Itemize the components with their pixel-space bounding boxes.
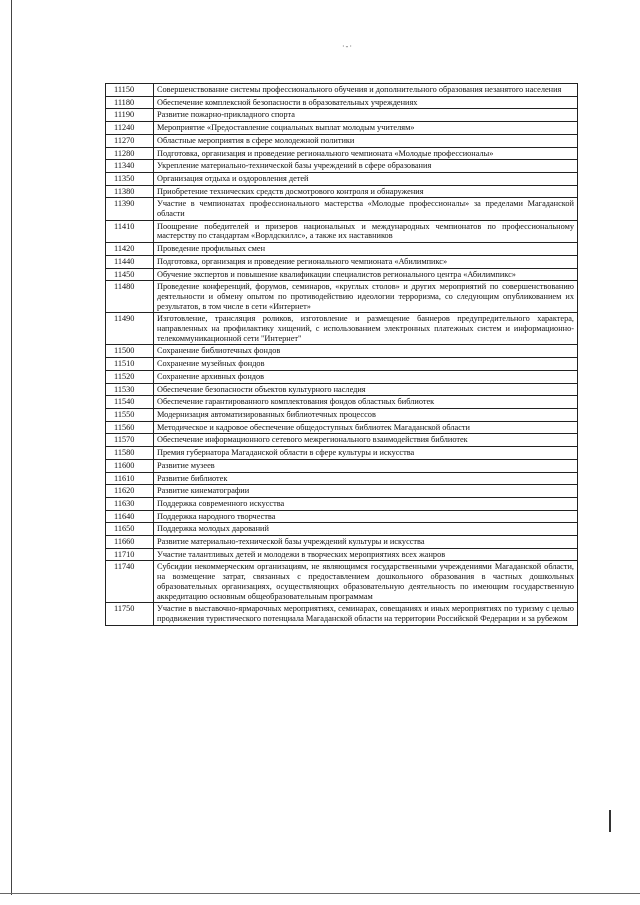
row-code: 11480 [106, 281, 154, 313]
row-description: Участие талантливых детей и молодежи в творческих мероприятиях всех жанров [154, 548, 578, 561]
row-description: Сохранение музейных фондов [154, 358, 578, 371]
row-description: Премия губернатора Магаданской области в сфере культуры и искусства [154, 447, 578, 460]
table-row [106, 255, 578, 268]
table-row [106, 548, 578, 561]
table-row [106, 96, 578, 109]
row-code: 11640 [106, 510, 154, 523]
table-row [106, 160, 578, 173]
table-row [106, 536, 578, 549]
row-description: Участие в чемпионатах профессионального мастерства «Молодые профессионалы» за пределами Магаданской области [154, 198, 578, 220]
row-code: 11390 [106, 198, 154, 220]
table-row [106, 434, 578, 447]
row-code: 11490 [106, 313, 154, 345]
table-row [106, 358, 578, 371]
row-code: 11570 [106, 434, 154, 447]
table-row [106, 109, 578, 122]
row-description: Развитие библиотек [154, 472, 578, 485]
table-row [106, 313, 578, 345]
table-row [106, 561, 578, 603]
table-row [106, 421, 578, 434]
row-description: Укрепление материально-технической базы учреждений в сфере образования [154, 160, 578, 173]
table-row [106, 472, 578, 485]
row-code: 11420 [106, 243, 154, 256]
table-row [106, 383, 578, 396]
row-code: 11150 [106, 84, 154, 97]
row-code: 11280 [106, 147, 154, 160]
row-description: Поддержка народного творчества [154, 510, 578, 523]
row-description: Организация отдыха и оздоровления детей [154, 172, 578, 185]
table-row [106, 345, 578, 358]
row-code: 11750 [106, 603, 154, 625]
table-row [106, 408, 578, 421]
table-row [106, 523, 578, 536]
scan-mark: ·-· [342, 42, 353, 51]
row-code: 11580 [106, 447, 154, 460]
row-code: 11450 [106, 268, 154, 281]
row-description: Областные мероприятия в сфере молодежной политики [154, 134, 578, 147]
row-description: Развитие материально-технической базы учреждений культуры и искусства [154, 536, 578, 549]
row-description: Обеспечение безопасности объектов культурного наследия [154, 383, 578, 396]
row-description: Обеспечение комплексной безопасности в образовательных учреждениях [154, 96, 578, 109]
row-description: Обеспечение гарантированного комплектования фондов областных библиотек [154, 396, 578, 409]
row-code: 11340 [106, 160, 154, 173]
row-description: Участие в выставочно-ярмарочных мероприятиях, семинарах, совещаниях и иных мероприятиях по туризму с целью продвижения туристического потенциала Магаданской области на территории Российской Федерации и за рубежом [154, 603, 578, 625]
row-code: 11440 [106, 255, 154, 268]
table-row [106, 122, 578, 135]
row-code: 11620 [106, 485, 154, 498]
row-code: 11500 [106, 345, 154, 358]
table-row [106, 510, 578, 523]
row-code: 11600 [106, 459, 154, 472]
table-row [106, 185, 578, 198]
row-code: 11530 [106, 383, 154, 396]
table-row [106, 84, 578, 97]
table-row [106, 497, 578, 510]
row-description: Изготовление, трансляция роликов, изготовление и размещение баннеров предупредительного характера, направленных на профилактику хищений, с использованием электронных платежных систем и информационно-телекоммуникационной сети "Интернет" [154, 313, 578, 345]
table-row [106, 396, 578, 409]
row-description: Подготовка, организация и проведение регионального чемпионата «Абилимпикс» [154, 255, 578, 268]
row-description: Поддержка молодых дарований [154, 523, 578, 536]
table-row [106, 198, 578, 220]
row-description: Развитие музеев [154, 459, 578, 472]
row-code: 11410 [106, 220, 154, 242]
code-table-body [106, 84, 578, 626]
row-description: Проведение профильных смен [154, 243, 578, 256]
row-description: Сохранение библиотечных фондов [154, 345, 578, 358]
row-description: Проведение конференций, форумов, семинаров, «круглых столов» и других мероприятий по совершенствованию деятельности и обмену опытом по противодействию идеологии терроризма, со следующим опубликованием их результатов, в том числе в сети «Интернет» [154, 281, 578, 313]
table-row [106, 447, 578, 460]
row-code: 11380 [106, 185, 154, 198]
row-code: 11540 [106, 396, 154, 409]
table-row [106, 134, 578, 147]
row-code: 11510 [106, 358, 154, 371]
row-code: 11240 [106, 122, 154, 135]
row-code: 11650 [106, 523, 154, 536]
table-row [106, 603, 578, 625]
row-code: 11660 [106, 536, 154, 549]
table-row [106, 281, 578, 313]
row-description: Методическое и кадровое обеспечение общедоступных библиотек Магаданской области [154, 421, 578, 434]
page-left-edge [11, 0, 12, 895]
row-code: 11190 [106, 109, 154, 122]
table-row [106, 370, 578, 383]
row-code: 11180 [106, 96, 154, 109]
row-description: Развитие кинематографии [154, 485, 578, 498]
row-description: Сохранение архивных фондов [154, 370, 578, 383]
table-row [106, 268, 578, 281]
row-description: Субсидии некоммерческим организациям, не являющимся государственными учреждениями Магаданской области, на возмещение затрат, связанных с предоставлением дошкольного образования в частных дошкольных образовательных организациях, осуществляющих образовательную деятельность по имеющим государственную аккредитацию основным общеобразовательным программам [154, 561, 578, 603]
row-code: 11350 [106, 172, 154, 185]
row-code: 11560 [106, 421, 154, 434]
row-description: Обеспечение информационного сетевого межрегионального взаимодействия библиотек [154, 434, 578, 447]
page-bottom-edge [0, 893, 640, 894]
row-code: 11550 [106, 408, 154, 421]
table-row [106, 147, 578, 160]
row-code: 11740 [106, 561, 154, 603]
table-row [106, 172, 578, 185]
table-row [106, 220, 578, 242]
row-description: Модернизация автоматизированных библиотечных процессов [154, 408, 578, 421]
table-row [106, 243, 578, 256]
row-description: Обучение экспертов и повышение квалификации специалистов регионального центра «Абилимпикс» [154, 268, 578, 281]
row-description: Подготовка, организация и проведение регионального чемпионата «Молодые профессионалы» [154, 147, 578, 160]
row-code: 11520 [106, 370, 154, 383]
margin-mark [609, 810, 611, 832]
row-description: Поддержка современного искусства [154, 497, 578, 510]
row-code: 11710 [106, 548, 154, 561]
row-description: Развитие пожарно-прикладного спорта [154, 109, 578, 122]
row-code: 11270 [106, 134, 154, 147]
table-row [106, 459, 578, 472]
row-description: Поощрение победителей и призеров национальных и международных чемпионатов по профессиональному мастерству по стандартам «Ворлдскиллс», а также их наставников [154, 220, 578, 242]
row-description: Мероприятие «Предоставление социальных выплат молодым учителям» [154, 122, 578, 135]
row-code: 11610 [106, 472, 154, 485]
table-row [106, 485, 578, 498]
row-description: Совершенствование системы профессионального обучения и дополнительного образования незанятого населения [154, 84, 578, 97]
row-code: 11630 [106, 497, 154, 510]
code-table [105, 83, 578, 626]
row-description: Приобретение технических средств досмотрового контроля и обнаружения [154, 185, 578, 198]
